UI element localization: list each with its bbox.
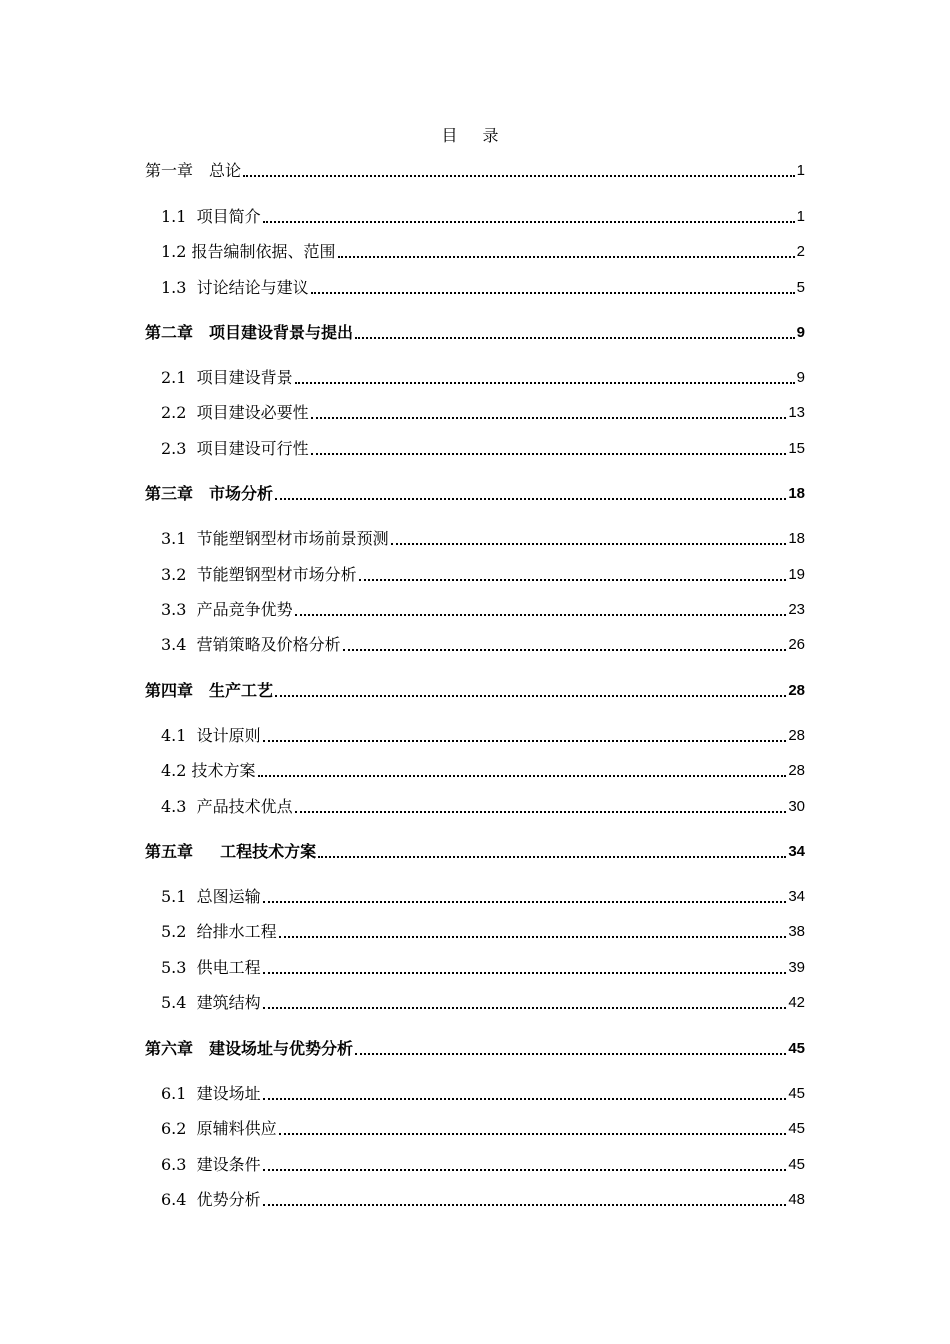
toc-page-number: 45 [788,1120,805,1137]
toc-entry-label: 5.1 总图运输 [161,887,261,906]
toc-entry-label: 第三章 市场分析 [145,484,274,503]
toc-page-number: 1 [796,162,805,179]
toc-page-number: 23 [788,601,805,618]
dot-leader [263,1169,787,1171]
dot-leader [263,1204,787,1206]
toc-page-number: 30 [788,798,805,815]
toc-section-entry[interactable] [145,365,805,389]
toc-entry-label: 4.3 产品技术优点 [161,797,293,816]
dot-leader [391,543,787,545]
toc-chapter-entry[interactable] [145,678,805,702]
toc-entry-label: 1.1 项目简介 [161,207,261,226]
toc-page-number: 34 [788,888,805,905]
toc-page-number: 34 [788,843,805,860]
toc-section-entry[interactable] [145,919,805,943]
toc-entry-label: 4.1 设计原则 [161,726,261,745]
dot-leader [263,1007,787,1009]
toc-page-number: 48 [788,1191,805,1208]
toc-entry-label: 1.2 报告编制依据、范围 [161,242,336,261]
toc-entry-label: 第四章 生产工艺 [145,681,274,700]
toc-entry-label: 1.3 讨论结论与建议 [161,278,309,297]
toc-entry-label: 2.3 项目建设可行性 [161,439,309,458]
dot-leader [359,579,787,581]
dot-leader [295,811,787,813]
toc-section-entry[interactable] [145,955,805,979]
toc-entry-label: 3.1 节能塑钢型材市场前景预测 [161,529,389,548]
toc-section-entry[interactable] [145,990,805,1014]
toc-entry-label: 6.3 建设条件 [161,1155,261,1174]
toc-section-entry[interactable] [145,562,805,586]
toc-section-entry[interactable] [145,1081,805,1105]
toc-page-number: 2 [796,243,805,260]
toc-section-entry[interactable] [145,794,805,818]
toc-section-entry[interactable] [145,1187,805,1211]
toc-page-number: 18 [788,530,805,547]
toc-page-number: 45 [788,1040,805,1057]
toc-page-number: 15 [788,440,805,457]
toc-section-entry[interactable] [145,723,805,747]
toc-section-entry[interactable] [145,1116,805,1140]
toc-section-entry[interactable] [145,239,805,263]
toc-chapter-entry[interactable] [145,1036,805,1060]
toc-page-number: 18 [788,485,805,502]
toc-section-entry[interactable] [145,597,805,621]
toc-section-entry[interactable] [145,436,805,460]
dot-leader [355,337,795,339]
toc-entry-label: 4.2 技术方案 [161,761,256,780]
toc-page-number: 38 [788,923,805,940]
toc-page-number: 19 [788,566,805,583]
dot-leader [263,1098,787,1100]
dot-leader [263,972,787,974]
dot-leader [343,649,787,651]
toc-entry-label: 5.4 建筑结构 [161,993,261,1012]
toc-page-number: 9 [796,324,805,341]
toc-page-number: 26 [788,636,805,653]
toc-section-entry[interactable] [145,400,805,424]
toc-title: 目 录 [441,126,509,145]
toc-page-number: 1 [796,208,805,225]
toc-chapter-entry[interactable] [145,481,805,505]
toc-section-entry[interactable] [145,204,805,228]
toc-page-number: 28 [788,727,805,744]
toc-entry-label: 2.2 项目建设必要性 [161,403,309,422]
dot-leader [311,417,787,419]
toc-entry-label: 第一章 总论 [145,161,242,180]
toc-page-number: 45 [788,1156,805,1173]
dot-leader [275,695,786,697]
dot-leader [279,936,787,938]
toc-chapter-entry[interactable] [145,839,805,863]
toc-page-number: 45 [788,1085,805,1102]
toc-section-entry[interactable] [145,526,805,550]
toc-entry-label: 6.1 建设场址 [161,1084,261,1103]
toc-page-number: 13 [788,404,805,421]
toc-entry-label: 5.3 供电工程 [161,958,261,977]
dot-leader [263,740,787,742]
dot-leader [338,256,795,258]
toc-entry-label: 5.2 给排水工程 [161,922,277,941]
toc-page-number: 42 [788,994,805,1011]
toc-entry-label: 3.3 产品竞争优势 [161,600,293,619]
toc-section-entry[interactable] [145,758,805,782]
dot-leader [243,175,795,177]
dot-leader [295,614,787,616]
dot-leader [258,775,787,777]
dot-leader [311,453,787,455]
dot-leader [318,856,786,858]
toc-section-entry[interactable] [145,632,805,656]
toc-section-entry[interactable] [145,1152,805,1176]
toc-entry-label: 3.2 节能塑钢型材市场分析 [161,565,357,584]
dot-leader [279,1133,787,1135]
toc-page-number: 9 [796,369,805,386]
toc-chapter-entry[interactable] [145,320,805,344]
toc-entry-label: 第六章 建设场址与优势分析 [145,1039,354,1058]
dot-leader [263,901,787,903]
toc-section-entry[interactable] [145,275,805,299]
dot-leader [355,1053,786,1055]
dot-leader [295,382,795,384]
toc-page-number: 39 [788,959,805,976]
toc-entry-label: 6.4 优势分析 [161,1190,261,1209]
dot-leader [311,292,795,294]
toc-entry-label: 6.2 原辅料供应 [161,1119,277,1138]
toc-section-entry[interactable] [145,884,805,908]
toc-entry-label: 2.1 项目建设背景 [161,368,293,387]
toc-page-number: 28 [788,682,805,699]
toc-entry-label: 第二章 项目建设背景与提出 [145,323,354,342]
toc-page-number: 5 [796,279,805,296]
toc-entry-label: 第五章 工程技术方案 [145,842,317,861]
toc-entry-label: 3.4 营销策略及价格分析 [161,635,341,654]
toc-page-number: 28 [788,762,805,779]
toc-chapter-entry[interactable] [145,158,805,182]
dot-leader [275,498,786,500]
dot-leader [263,221,795,223]
